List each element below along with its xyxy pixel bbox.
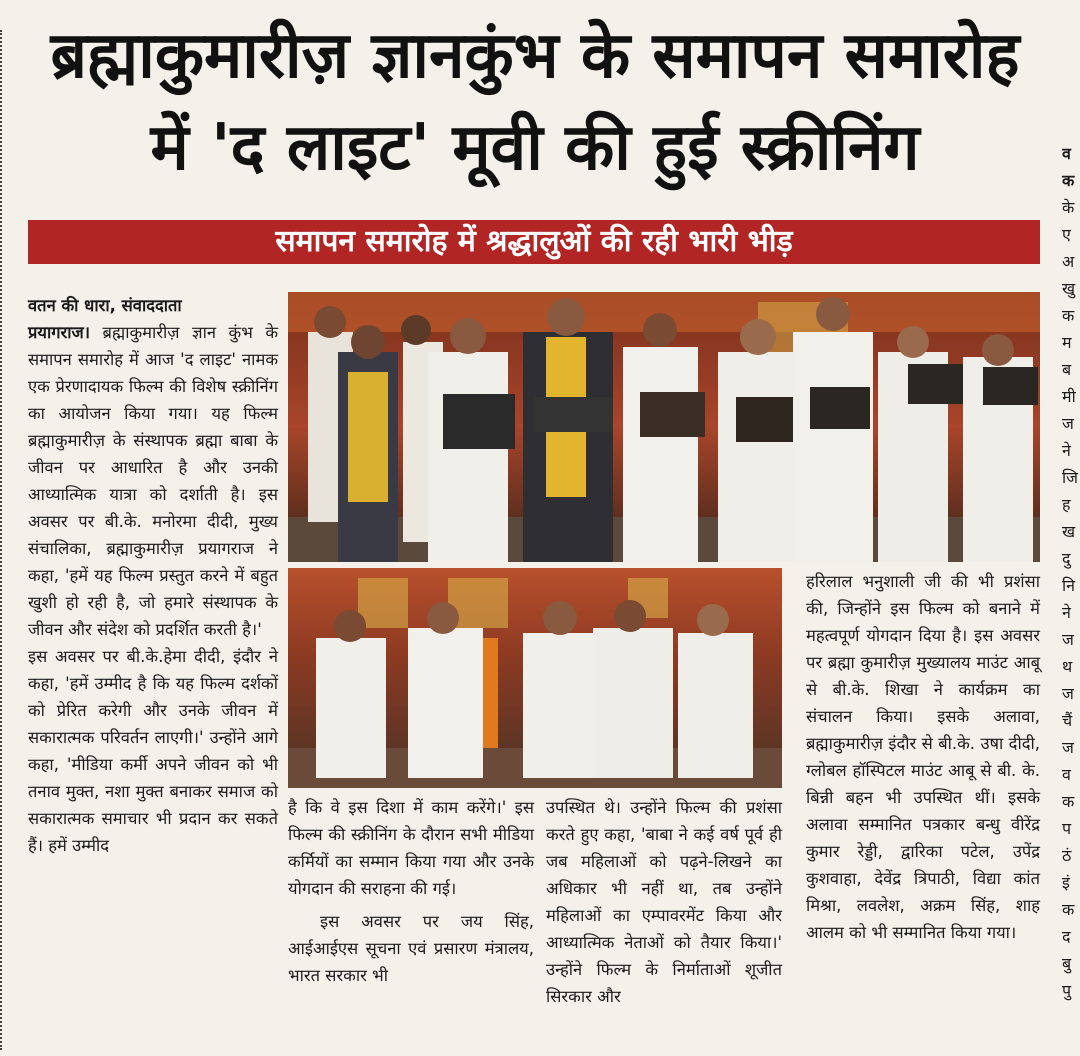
headline-line-1: ब्रह्माकुमारीज़ ज्ञानकुंभ के समापन समारोह (50, 19, 1020, 93)
byline-place: प्रयागराज। (28, 323, 91, 342)
adjacent-article-line: मी (1062, 387, 1076, 406)
event-photo-top (288, 292, 1040, 562)
article-paragraph: हरिलाल भनुशाली जी की भी प्रशंसा की, जिन्होंने इस फिल्म को बनाने में महत्वपूर्ण योगदान दिया है। इस अवसर पर ब्रह्मा कुमारीज़ मुख्यालय माउंट आबू से बी.के. शिखा ने कार्यक्रम का संचालन किया। इसके अलावा, ब्रह्माकुमारीज़ इंदौर से बी.के. उषा दीदी, ग्लोबल हॉस्पिटल माउंट आबू से बी. के. बिन्नी बहन भी उपस्थित थीं। इसके अलावा सम्मानित पत्रकार बन्धु वीरेंद्र कुमार रेड्डी, द्वारिका पटेल, उपेंद्र कुशवाहा, देवेंद्र त्रिपाठी, विद्या कांत मिश्रा, लवलेश, अक्रम सिंह, शाह आलम को भी सम्मानित किया गया। (806, 572, 1040, 942)
subheadline-bar: समापन समारोह में श्रद्धालुओं की रही भारी भीड़ (28, 220, 1040, 264)
adjacent-article-line: खु (1062, 279, 1076, 298)
adjacent-article-line: ए (1062, 225, 1071, 244)
adjacent-article-line: थ (1062, 657, 1073, 676)
adjacent-article-line: ने (1062, 441, 1071, 460)
article-column-2 (288, 794, 534, 989)
adjacent-article-line: दु (1062, 549, 1071, 568)
adjacent-article-line: व (1062, 765, 1071, 784)
adjacent-article-line: ने (1062, 603, 1071, 622)
adjacent-article-line: क (1062, 792, 1075, 811)
headline-line-2: में 'द लाइट' मूवी की हुई स्क्रीनिंग (150, 111, 920, 185)
article-column-4 (806, 568, 1040, 946)
adjacent-article-line: इं (1062, 873, 1070, 892)
adjacent-article-line: के (1062, 198, 1075, 217)
adjacent-article-line: क (1062, 171, 1075, 190)
article-paragraph: उपस्थित थे। उन्होंने फिल्म की प्रशंसा करते हुए कहा, 'बाबा ने कई वर्ष पूर्व ही जब महिलाओं को पढ़ने-लिखने का अधिकार भी नहीं था, तब उन्होंने महिलाओं का एम्पावरमेंट किया और आध्यात्मिक नेताओं को तैयार किया।' उन्होंने फिल्म के निर्माताओं शूजीत सिरकार और (546, 798, 782, 1006)
adjacent-article-line: ह (1062, 495, 1071, 514)
event-photo-bottom (288, 568, 782, 788)
adjacent-article-line: नि (1062, 576, 1076, 595)
article-intro: ब्रह्माकुमारीज़ ज्ञान कुंभ के समापन समारोह में आज 'द लाइट' नामक एक प्रेरणादायक फिल्म की विशेष स्क्रीनिंग का आयोजन किया गया। यह फिल्म ब्रह्माकुमारीज़ के संस्थापक ब्रह्मा बाबा के जीवन पर आधारित है और उनकी आध्यात्मिक यात्रा को दर्शाती है। इस अवसर पर बी.के. मनोरमा दीदी, मुख्य संचालिका, ब्रह्माकुमारीज़ प्रयागराज ने कहा, 'हमें यह फिल्म प्रस्तुत करने में बहुत खुशी हो रही है, जो हमारे संस्थापक के जीवन और संदेश को प्रदर्शित करती है।' (28, 323, 278, 639)
adjacent-article-line: ज (1062, 684, 1074, 703)
article-paragraph: इस अवसर पर बी.के.हेमा दीदी, इंदौर ने कहा, 'हमें उम्मीद है कि यह फिल्म दर्शकों को प्रेरित करेगी और उनके जीवन में सकारात्मक परिवर्तन लाएगी।' उन्होंने आगे कहा, 'मीडिया कर्मी अपने जीवन को भी तनाव मुक्त, नशा मुक्त बनाकर समाज को सकारात्मक समाचार भी प्रदान कर सकते हैं। हमें उम्मीद (28, 647, 278, 855)
article-column-1 (28, 292, 278, 859)
adjacent-article-line: ज (1062, 630, 1074, 649)
adjacent-article-line: म (1062, 333, 1072, 352)
adjacent-article-line: ख (1062, 522, 1076, 541)
adjacent-article-line: ब (1062, 360, 1072, 379)
article-paragraph: है कि वे इस दिशा में काम करेंगे।' इस फिल्म की स्क्रीनिंग के दौरान सभी मीडिया कर्मियों का सम्मान किया गया और उनके योगदान की सराहना की गई। (288, 798, 534, 898)
adjacent-article-fragment (1062, 140, 1080, 1004)
article-column-3 (546, 794, 782, 1010)
adjacent-article-line: क (1062, 306, 1075, 325)
adjacent-article-line: चैं (1062, 711, 1073, 730)
adjacent-article-line: क (1062, 900, 1075, 919)
article-paragraph: इस अवसर पर जय सिंह, आईआईएस सूचना एवं प्रसारण मंत्रालय, भारत सरकार भी (288, 912, 534, 985)
adjacent-article-line: ज (1062, 738, 1074, 757)
adjacent-article-line: जि (1062, 468, 1079, 487)
adjacent-article-line: प (1062, 819, 1072, 838)
column-divider (0, 30, 2, 1050)
adjacent-article-line: ठं (1062, 846, 1072, 865)
adjacent-article-line: व (1062, 144, 1071, 163)
adjacent-article-line: अ (1062, 252, 1075, 271)
adjacent-article-line: ज (1062, 414, 1074, 433)
adjacent-article-line: पु (1062, 981, 1072, 1000)
adjacent-article-line: बु (1062, 954, 1072, 973)
adjacent-article-line: द (1062, 927, 1071, 946)
byline-reporter: वतन की धारा, संवाददाता (28, 296, 182, 315)
